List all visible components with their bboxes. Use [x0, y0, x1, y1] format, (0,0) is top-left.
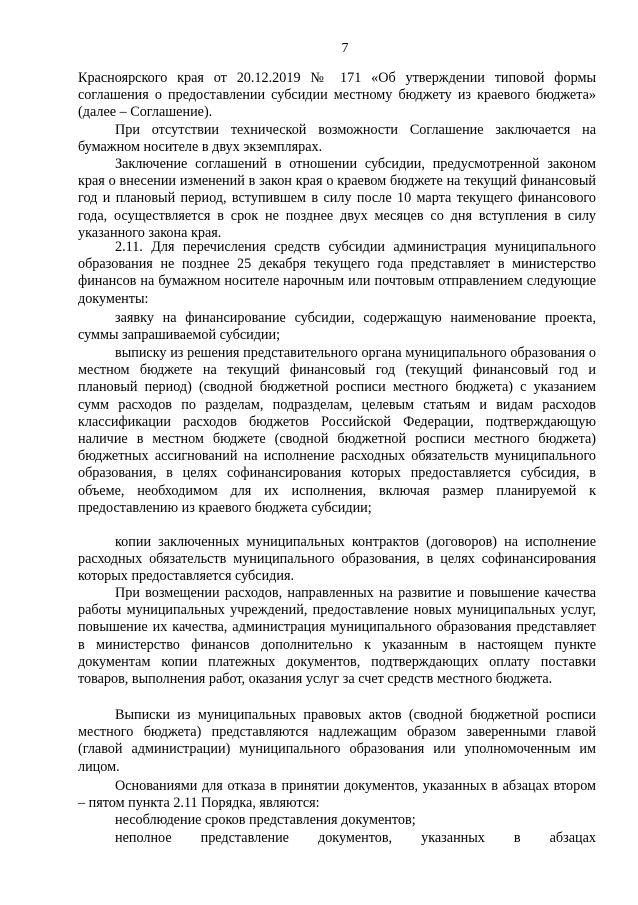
paragraph-4: 2.11. Для перечисления средств субсидии администрация муниципального образования не позднее 25 декабря текущего года представляет в министерство финансов на бумажном носителе нарочным или почтовым отправлением следующие документы: — [78, 239, 596, 307]
paragraph-1: Красноярского края от 20.12.2019 № 171 «Об утверждении типовой формы соглашения о предоставлении субсидии местному бюджету из краевого бюджета» (далее – Соглашение). — [78, 70, 596, 121]
paragraph-2: При отсутствии технической возможности Соглашение заключается на бумажном носителе в двух экземплярах. — [78, 122, 596, 156]
page-number: 7 — [341, 41, 349, 56]
paragraph-9: Выписки из муниципальных правовых актов (сводной бюджетной росписи местного бюджета) представляются надлежащим образом заверенными главой (главой администрации) муниципального образования или уполномоченным им лицом. — [78, 707, 596, 775]
paragraph-7: копии заключенных муниципальных контрактов (договоров) на исполнение расходных обязательств муниципального образования, в целях софинансирования которых предоставляется субсидия. — [78, 534, 596, 585]
paragraph-3: Заключение соглашений в отношении субсидии, предусмотренной законом края о внесении изменений в закон края о краевом бюджете на текущий финансовый год и плановый период, вступившем в силу после 10 марта текущего финансового года, осуществляется в срок не позднее двух месяцев со дня вступления в силу указанного закона края. — [78, 156, 596, 241]
paragraph-8: При возмещении расходов, направленных на развитие и повышение качества работы муниципальных учреждений, предоставление новых муниципальных услуг, повышение их качества, администрация муниципального образования представляет в министерство финансов дополнительно к указанным в настоящем пункте документам копии платежных документов, подтверждающих оплату поставки товаров, выполнения работ, оказания услуг за счет средств местного бюджета. — [78, 585, 596, 688]
paragraph-6: выписку из решения представительного органа муниципального образования о местном бюджете на текущий финансовый год (текущий финансовый год и плановый период) (сводной бюджетной росписи местного бюджета) с указанием сумм расходов по разделам, подразделам, целевым статьям и видам расходов классификации расходов бюджетов Российской Федерации, подтверждающую наличие в местном бюджете (сводной бюджетной росписи местного бюджета) бюджетных ассигнований на исполнение расходных обязательств муниципального образования, в целях софинансирования которых предоставляется субсидия, в объеме, необходимом для их исполнения, включая размер планируемой к предоставлению из краевого бюджета субсидии; — [78, 345, 596, 516]
paragraph-5: заявку на финансирование субсидии, содержащую наименование проекта, суммы запрашиваемой субсидии; — [78, 310, 596, 344]
paragraph-11: несоблюдение сроков представления документов; — [115, 812, 416, 828]
paragraph-12: неполное представление документов, указанных в абзацах — [115, 830, 596, 846]
paragraph-10: Основаниями для отказа в принятии документов, указанных в абзацах втором – пятом пункта 2.11 Порядка, являются: — [78, 778, 596, 812]
